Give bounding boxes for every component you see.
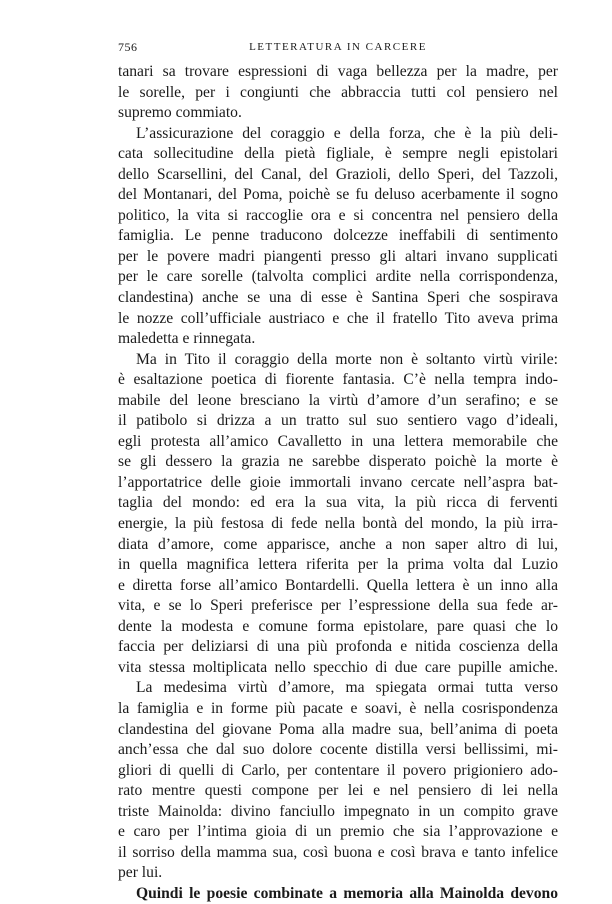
text-line: taglia del mondo: ed era la sua vita, la più ricca di ferventi — [118, 494, 558, 512]
text-line: e diretta forse all’amico Bontardelli. Quella lettera è un inno alla — [118, 576, 558, 594]
text-line: La medesima virtù d’amore, ma spiegata ormai tutta verso — [136, 679, 558, 697]
text-line: le nozze coll’ufficiale austriaco e che il fratello Tito aveva prima — [118, 309, 558, 327]
text-line: per le care sorelle (talvolta complici ardite nella corrispondenza, — [118, 268, 558, 286]
text-line: dente la modesta e comune forma epistolare, pare quasi che lo — [118, 617, 558, 635]
text-line: cata sollecitudine della pietà figliale, è sempre negli epistolari — [118, 145, 558, 163]
text-line: diata d’amore, come apparisce, anche a non saper altro di lui, — [118, 535, 558, 553]
text-line: le sorelle, per i congiunti che abbraccia tutti col pensiero nel — [118, 83, 558, 101]
text-line: anch’essa che dal suo dolore cocente distilla versi bellissimi, mi- — [118, 741, 558, 759]
text-line: Ma in Tito il coraggio della morte non è soltanto virtù virile: — [136, 350, 558, 368]
text-line: Quindi le poesie combinate a memoria alla Mainolda devono — [136, 884, 558, 902]
text-line: gliori di quelli di Carlo, per contentare il povero prigioniero ado- — [118, 761, 558, 779]
text-line: in quella magnifica lettera riferita per la prima volta dal Luzio — [118, 556, 558, 574]
text-line: vita stessa moltiplicata nello specchio di due care pupille amiche. — [118, 658, 558, 676]
text-line: e caro per l’intima gioia di un premio che sia l’approvazione e — [118, 823, 558, 841]
text-line: tanari sa trovare espressioni di vaga bellezza per la madre, per — [118, 63, 558, 80]
text-line: clandestina del giovane Poma alla madre sua, bell’anima di poeta — [118, 720, 558, 738]
book-page — [118, 40, 558, 904]
running-title: LETTERATURA IN CARCERE — [249, 41, 427, 53]
text-line: maledetta e rinnegata. — [118, 330, 256, 348]
text-line: vita, e se lo Speri preferisce per l’espressione della sua fede ar- — [118, 597, 558, 615]
text-line: energie, la più festosa di fede nella bontà del mondo, la più irra- — [118, 515, 558, 533]
text-line: la famiglia e in forme più pacate e soavi, è nella cosrispondenza — [118, 699, 558, 717]
text-line: è esaltazione poetica di fiorente fantasia. C’è nella tempra indo- — [118, 371, 558, 389]
text-line: del Montanari, del Poma, poichè se fu deluso acerbamente il sogno — [118, 186, 558, 204]
text-line: L’assicurazione del coraggio e della forza, che è la più deli- — [136, 124, 558, 142]
text-line: il patibolo si drizza a un tratto sul suo sentiero vago d’ideali, — [118, 412, 558, 430]
text-line: mabile del leone bresciano la virtù d’amore d’un serafino; e se — [118, 391, 558, 409]
text-line: se gli dessero la grazia ne sarebbe disperato poichè la morte è — [118, 453, 558, 471]
text-line: triste Mainolda: divino fanciullo impegnato in un compito grave — [118, 802, 558, 820]
text-line: egli protesta all’amico Cavalletto in una lettera memorabile che — [118, 432, 558, 450]
page-header — [118, 40, 558, 62]
body-text — [118, 62, 558, 904]
text-line: famiglia. Le penne traducono dolcezze ineffabili di sentimento — [118, 227, 558, 245]
text-line: rato mentre questi compone per lei e nel pensiero di lei nella — [118, 782, 558, 800]
text-line: faccia per deliziarsi di una più profonda e nitida coscienza della — [118, 638, 558, 656]
text-line: clandestina) anche se una di esse è Santina Speri che sospirava — [118, 289, 558, 307]
page-number: 756 — [118, 40, 138, 54]
text-line: il sorriso della mamma sua, così buona e così brava e tanto infelice — [118, 843, 558, 861]
text-line: supremo commiato. — [118, 104, 242, 122]
text-line: per le povere madri piangenti presso gli altari invano supplicati — [118, 247, 558, 265]
text-line: per lui. — [118, 864, 163, 882]
text-line: dello Scarsellini, del Canal, del Grazioli, dello Speri, del Tazzoli, — [118, 165, 558, 183]
text-line: politico, la vita si raccoglie ora e si concentra nel pensiero della — [118, 206, 558, 224]
text-line: l’apportatrice delle gioie immortali invano cercate nell’aspra bat- — [118, 473, 558, 491]
